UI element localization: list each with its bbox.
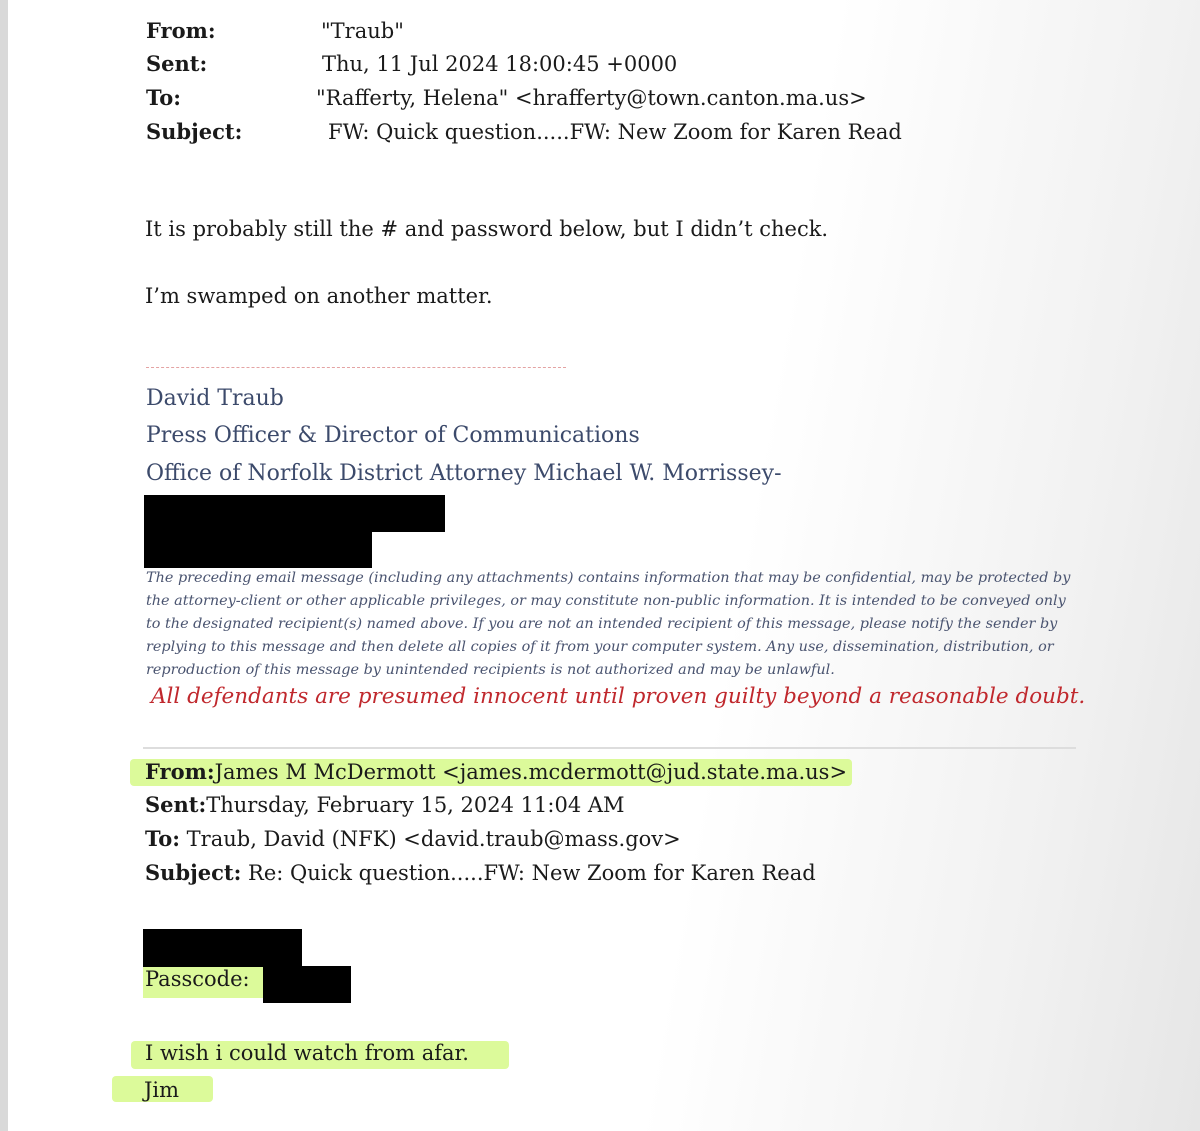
signature-title: Press Officer & Director of Communications: [146, 423, 640, 448]
signoff-line: Jim: [144, 1078, 180, 1102]
sent-label: Sent:: [146, 51, 208, 76]
body-line-1: It is probably still the # and password below, but I didn’t check.: [145, 217, 829, 241]
signature-name: David Traub: [146, 386, 284, 411]
forward-divider: [143, 747, 1076, 749]
sent-value: Thu, 11 Jul 2024 18:00:45 +0000: [322, 52, 678, 76]
page-left-edge: [0, 0, 8, 1131]
closing-line: I wish i could watch from afar.: [145, 1041, 469, 1065]
subject-value: FW: Quick question.....FW: New Zoom for Karen Read: [328, 120, 902, 144]
from-label: From:: [146, 18, 216, 43]
forwarded-sent-label: Sent:: [145, 792, 207, 817]
forwarded-sent-line: [145, 792, 625, 817]
redaction-box: [144, 495, 445, 532]
forwarded-subject-value: Re: Quick question.....FW: New Zoom for Karen Read: [248, 861, 816, 885]
passcode-label: Passcode:: [145, 967, 250, 991]
forwarded-to-line: [145, 826, 681, 851]
forwarded-from-value: James M McDermott <james.mcdermott@jud.state.ma.us>: [214, 760, 848, 784]
to-label: To:: [146, 85, 181, 110]
signature-divider: [146, 367, 566, 368]
redaction-box: [144, 530, 372, 568]
subject-label: Subject:: [146, 119, 243, 144]
forwarded-to-value: Traub, David (NFK) <david.traub@mass.gov>: [186, 827, 681, 851]
redaction-box: [263, 966, 351, 1003]
forwarded-subject-label: Subject:: [145, 860, 242, 885]
presumption-notice: All defendants are presumed innocent until proven guilty beyond a reasonable doubt.: [151, 684, 1086, 709]
forwarded-subject-line: [145, 860, 816, 885]
forwarded-from-label: From:: [145, 759, 215, 784]
forwarded-from-line: [145, 759, 847, 784]
confidentiality-disclaimer: The preceding email message (including any attachments) contains information that may be confidential, may be protected by the attorney-client or other applicable privileges, or may constitute non-public information. It is intended to be conveyed only to the designated recipient(s) named above. If you are not an intended recipient of this message, please notify the sender by replying to this message and then delete all copies of it from your computer system. Any use, dissemination, distribution, or reproduction of this message by unintended recipients is not authorized and may be unlawful.: [146, 570, 1071, 678]
redaction-box: [143, 929, 302, 967]
body-line-2: I’m swamped on another matter.: [145, 284, 493, 308]
signature-office: Office of Norfolk District Attorney Michael W. Morrissey-: [146, 461, 782, 486]
forwarded-sent-value: Thursday, February 15, 2024 11:04 AM: [206, 793, 625, 817]
from-value: "Traub": [321, 19, 404, 43]
to-value: "Rafferty, Helena" <hrafferty@town.canton.ma.us>: [316, 86, 867, 110]
forwarded-to-label: To:: [145, 826, 180, 851]
